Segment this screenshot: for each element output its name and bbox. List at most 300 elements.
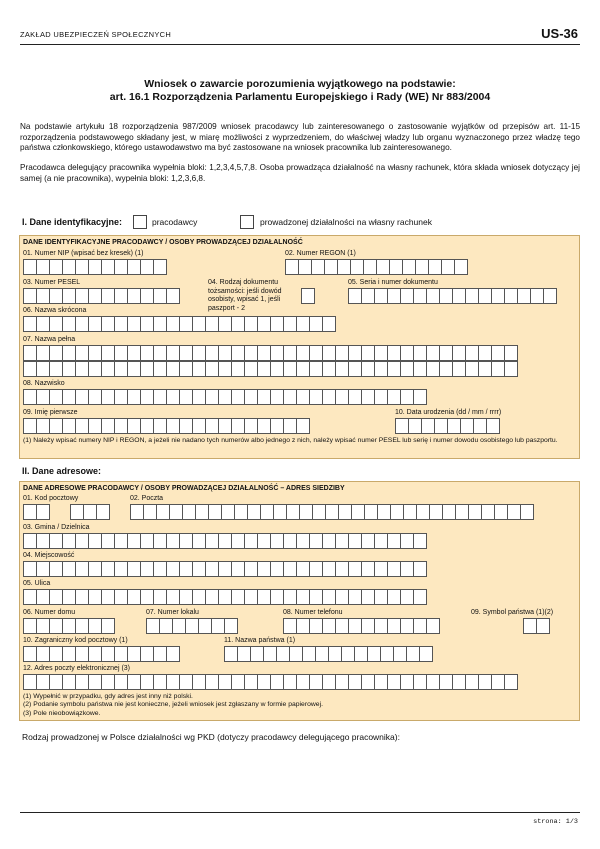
char-cell[interactable]	[127, 533, 141, 549]
char-cell[interactable]	[114, 646, 128, 662]
char-cell[interactable]	[75, 674, 89, 690]
char-cell[interactable]	[62, 589, 76, 605]
char-cell[interactable]	[231, 674, 245, 690]
char-cell[interactable]	[504, 345, 518, 361]
char-cell[interactable]	[434, 418, 448, 434]
char-cell[interactable]	[447, 418, 461, 434]
char-cell[interactable]	[140, 418, 154, 434]
char-cell[interactable]	[62, 361, 76, 377]
char-cell[interactable]	[478, 288, 492, 304]
char-cell[interactable]	[491, 674, 505, 690]
char-cell[interactable]	[361, 533, 375, 549]
char-cell[interactable]	[114, 418, 128, 434]
email-input[interactable]	[23, 674, 517, 690]
char-cell[interactable]	[36, 533, 50, 549]
char-cell[interactable]	[153, 316, 167, 332]
country-symbol-input[interactable]	[523, 618, 549, 634]
char-cell[interactable]	[205, 389, 219, 405]
char-cell[interactable]	[23, 316, 37, 332]
char-cell[interactable]	[270, 361, 284, 377]
char-cell[interactable]	[36, 288, 50, 304]
char-cell[interactable]	[523, 618, 537, 634]
short-name-input[interactable]	[23, 316, 335, 332]
char-cell[interactable]	[166, 345, 180, 361]
char-cell[interactable]	[517, 288, 531, 304]
char-cell[interactable]	[283, 533, 297, 549]
char-cell[interactable]	[127, 589, 141, 605]
char-cell[interactable]	[361, 389, 375, 405]
char-cell[interactable]	[439, 345, 453, 361]
char-cell[interactable]	[244, 561, 258, 577]
char-cell[interactable]	[166, 316, 180, 332]
char-cell[interactable]	[315, 646, 329, 662]
char-cell[interactable]	[400, 345, 414, 361]
char-cell[interactable]	[507, 504, 521, 520]
char-cell[interactable]	[283, 418, 297, 434]
char-cell[interactable]	[75, 259, 89, 275]
char-cell[interactable]	[486, 418, 500, 434]
char-cell[interactable]	[283, 316, 297, 332]
char-cell[interactable]	[491, 345, 505, 361]
char-cell[interactable]	[179, 674, 193, 690]
char-cell[interactable]	[348, 389, 362, 405]
char-cell[interactable]	[322, 361, 336, 377]
char-cell[interactable]	[88, 618, 102, 634]
char-cell[interactable]	[62, 561, 76, 577]
char-cell[interactable]	[166, 288, 180, 304]
char-cell[interactable]	[23, 259, 37, 275]
char-cell[interactable]	[49, 259, 63, 275]
char-cell[interactable]	[140, 361, 154, 377]
char-cell[interactable]	[127, 288, 141, 304]
char-cell[interactable]	[374, 589, 388, 605]
char-cell[interactable]	[322, 589, 336, 605]
char-cell[interactable]	[273, 504, 287, 520]
char-cell[interactable]	[465, 674, 479, 690]
char-cell[interactable]	[140, 589, 154, 605]
char-cell[interactable]	[153, 589, 167, 605]
char-cell[interactable]	[88, 674, 102, 690]
char-cell[interactable]	[465, 345, 479, 361]
char-cell[interactable]	[62, 389, 76, 405]
char-cell[interactable]	[49, 345, 63, 361]
char-cell[interactable]	[114, 361, 128, 377]
char-cell[interactable]	[88, 561, 102, 577]
char-cell[interactable]	[140, 389, 154, 405]
char-cell[interactable]	[114, 345, 128, 361]
char-cell[interactable]	[179, 361, 193, 377]
char-cell[interactable]	[231, 345, 245, 361]
char-cell[interactable]	[324, 259, 338, 275]
char-cell[interactable]	[156, 504, 170, 520]
char-cell[interactable]	[218, 345, 232, 361]
char-cell[interactable]	[296, 533, 310, 549]
char-cell[interactable]	[400, 674, 414, 690]
city-input[interactable]	[23, 561, 426, 577]
char-cell[interactable]	[429, 504, 443, 520]
char-cell[interactable]	[218, 533, 232, 549]
char-cell[interactable]	[75, 533, 89, 549]
char-cell[interactable]	[244, 674, 258, 690]
char-cell[interactable]	[179, 389, 193, 405]
char-cell[interactable]	[283, 674, 297, 690]
char-cell[interactable]	[387, 288, 401, 304]
char-cell[interactable]	[231, 316, 245, 332]
char-cell[interactable]	[395, 418, 409, 434]
char-cell[interactable]	[400, 618, 414, 634]
char-cell[interactable]	[337, 259, 351, 275]
char-cell[interactable]	[23, 674, 37, 690]
char-cell[interactable]	[348, 589, 362, 605]
char-cell[interactable]	[283, 389, 297, 405]
char-cell[interactable]	[23, 646, 37, 662]
char-cell[interactable]	[205, 561, 219, 577]
char-cell[interactable]	[413, 389, 427, 405]
char-cell[interactable]	[218, 389, 232, 405]
char-cell[interactable]	[198, 618, 212, 634]
char-cell[interactable]	[218, 561, 232, 577]
char-cell[interactable]	[36, 674, 50, 690]
char-cell[interactable]	[351, 504, 365, 520]
char-cell[interactable]	[143, 504, 157, 520]
char-cell[interactable]	[311, 259, 325, 275]
char-cell[interactable]	[36, 389, 50, 405]
char-cell[interactable]	[400, 389, 414, 405]
char-cell[interactable]	[237, 646, 251, 662]
char-cell[interactable]	[101, 259, 115, 275]
char-cell[interactable]	[49, 646, 63, 662]
char-cell[interactable]	[192, 345, 206, 361]
char-cell[interactable]	[205, 361, 219, 377]
char-cell[interactable]	[257, 674, 271, 690]
char-cell[interactable]	[296, 618, 310, 634]
char-cell[interactable]	[439, 674, 453, 690]
self-employed-checkbox[interactable]	[240, 215, 254, 229]
char-cell[interactable]	[413, 345, 427, 361]
char-cell[interactable]	[169, 504, 183, 520]
char-cell[interactable]	[36, 646, 50, 662]
char-cell[interactable]	[172, 618, 186, 634]
char-cell[interactable]	[286, 504, 300, 520]
char-cell[interactable]	[408, 418, 422, 434]
char-cell[interactable]	[36, 504, 50, 520]
char-cell[interactable]	[36, 259, 50, 275]
char-cell[interactable]	[322, 316, 336, 332]
char-cell[interactable]	[348, 618, 362, 634]
char-cell[interactable]	[406, 646, 420, 662]
char-cell[interactable]	[257, 533, 271, 549]
char-cell[interactable]	[192, 533, 206, 549]
char-cell[interactable]	[428, 259, 442, 275]
char-cell[interactable]	[413, 361, 427, 377]
char-cell[interactable]	[387, 589, 401, 605]
char-cell[interactable]	[101, 288, 115, 304]
char-cell[interactable]	[387, 361, 401, 377]
char-cell[interactable]	[348, 674, 362, 690]
char-cell[interactable]	[374, 345, 388, 361]
char-cell[interactable]	[23, 533, 37, 549]
char-cell[interactable]	[374, 361, 388, 377]
char-cell[interactable]	[400, 288, 414, 304]
char-cell[interactable]	[426, 618, 440, 634]
char-cell[interactable]	[114, 259, 128, 275]
char-cell[interactable]	[244, 316, 258, 332]
char-cell[interactable]	[101, 361, 115, 377]
char-cell[interactable]	[127, 259, 141, 275]
char-cell[interactable]	[322, 674, 336, 690]
char-cell[interactable]	[140, 646, 154, 662]
char-cell[interactable]	[75, 418, 89, 434]
char-cell[interactable]	[341, 646, 355, 662]
char-cell[interactable]	[325, 504, 339, 520]
char-cell[interactable]	[153, 259, 167, 275]
char-cell[interactable]	[153, 345, 167, 361]
char-cell[interactable]	[299, 504, 313, 520]
char-cell[interactable]	[270, 589, 284, 605]
char-cell[interactable]	[413, 288, 427, 304]
char-cell[interactable]	[205, 345, 219, 361]
char-cell[interactable]	[231, 361, 245, 377]
char-cell[interactable]	[270, 316, 284, 332]
char-cell[interactable]	[374, 533, 388, 549]
char-cell[interactable]	[127, 389, 141, 405]
char-cell[interactable]	[478, 345, 492, 361]
char-cell[interactable]	[387, 345, 401, 361]
char-cell[interactable]	[416, 504, 430, 520]
char-cell[interactable]	[49, 674, 63, 690]
char-cell[interactable]	[363, 259, 377, 275]
char-cell[interactable]	[296, 389, 310, 405]
char-cell[interactable]	[257, 316, 271, 332]
char-cell[interactable]	[296, 418, 310, 434]
char-cell[interactable]	[413, 618, 427, 634]
char-cell[interactable]	[244, 418, 258, 434]
char-cell[interactable]	[127, 345, 141, 361]
char-cell[interactable]	[285, 259, 299, 275]
char-cell[interactable]	[62, 674, 76, 690]
char-cell[interactable]	[127, 561, 141, 577]
regon-input[interactable]	[285, 259, 467, 275]
char-cell[interactable]	[96, 504, 110, 520]
char-cell[interactable]	[389, 259, 403, 275]
first-name-input[interactable]	[23, 418, 309, 434]
char-cell[interactable]	[309, 316, 323, 332]
char-cell[interactable]	[192, 389, 206, 405]
char-cell[interactable]	[195, 504, 209, 520]
char-cell[interactable]	[263, 646, 277, 662]
char-cell[interactable]	[88, 589, 102, 605]
char-cell[interactable]	[536, 618, 550, 634]
char-cell[interactable]	[413, 561, 427, 577]
char-cell[interactable]	[75, 646, 89, 662]
char-cell[interactable]	[376, 259, 390, 275]
char-cell[interactable]	[218, 674, 232, 690]
char-cell[interactable]	[276, 646, 290, 662]
char-cell[interactable]	[205, 533, 219, 549]
char-cell[interactable]	[23, 589, 37, 605]
char-cell[interactable]	[367, 646, 381, 662]
char-cell[interactable]	[270, 561, 284, 577]
char-cell[interactable]	[361, 345, 375, 361]
char-cell[interactable]	[312, 504, 326, 520]
char-cell[interactable]	[270, 418, 284, 434]
char-cell[interactable]	[413, 589, 427, 605]
surname-input[interactable]	[23, 389, 426, 405]
char-cell[interactable]	[387, 674, 401, 690]
char-cell[interactable]	[543, 288, 557, 304]
char-cell[interactable]	[23, 345, 37, 361]
char-cell[interactable]	[166, 589, 180, 605]
char-cell[interactable]	[426, 361, 440, 377]
char-cell[interactable]	[114, 316, 128, 332]
char-cell[interactable]	[335, 389, 349, 405]
char-cell[interactable]	[88, 533, 102, 549]
char-cell[interactable]	[23, 561, 37, 577]
char-cell[interactable]	[335, 561, 349, 577]
char-cell[interactable]	[49, 288, 63, 304]
char-cell[interactable]	[478, 674, 492, 690]
char-cell[interactable]	[114, 389, 128, 405]
char-cell[interactable]	[441, 259, 455, 275]
char-cell[interactable]	[335, 361, 349, 377]
char-cell[interactable]	[205, 674, 219, 690]
char-cell[interactable]	[101, 316, 115, 332]
char-cell[interactable]	[270, 345, 284, 361]
phone-input[interactable]	[283, 618, 439, 634]
char-cell[interactable]	[257, 345, 271, 361]
char-cell[interactable]	[348, 361, 362, 377]
char-cell[interactable]	[257, 418, 271, 434]
char-cell[interactable]	[179, 533, 193, 549]
country-name-input[interactable]	[224, 646, 432, 662]
char-cell[interactable]	[244, 589, 258, 605]
char-cell[interactable]	[166, 418, 180, 434]
char-cell[interactable]	[322, 389, 336, 405]
char-cell[interactable]	[75, 589, 89, 605]
postal-code-input-b[interactable]	[70, 504, 109, 520]
char-cell[interactable]	[244, 389, 258, 405]
char-cell[interactable]	[361, 288, 375, 304]
char-cell[interactable]	[23, 389, 37, 405]
char-cell[interactable]	[88, 418, 102, 434]
char-cell[interactable]	[62, 259, 76, 275]
char-cell[interactable]	[153, 389, 167, 405]
char-cell[interactable]	[114, 288, 128, 304]
char-cell[interactable]	[62, 618, 76, 634]
char-cell[interactable]	[335, 589, 349, 605]
char-cell[interactable]	[49, 316, 63, 332]
char-cell[interactable]	[244, 361, 258, 377]
char-cell[interactable]	[374, 288, 388, 304]
char-cell[interactable]	[231, 389, 245, 405]
char-cell[interactable]	[400, 361, 414, 377]
char-cell[interactable]	[62, 646, 76, 662]
char-cell[interactable]	[283, 345, 297, 361]
char-cell[interactable]	[182, 504, 196, 520]
char-cell[interactable]	[23, 288, 37, 304]
char-cell[interactable]	[192, 361, 206, 377]
char-cell[interactable]	[309, 389, 323, 405]
char-cell[interactable]	[257, 389, 271, 405]
street-input[interactable]	[23, 589, 426, 605]
char-cell[interactable]	[335, 618, 349, 634]
char-cell[interactable]	[260, 504, 274, 520]
char-cell[interactable]	[452, 674, 466, 690]
commune-input[interactable]	[23, 533, 426, 549]
char-cell[interactable]	[75, 345, 89, 361]
char-cell[interactable]	[153, 533, 167, 549]
char-cell[interactable]	[205, 589, 219, 605]
char-cell[interactable]	[23, 361, 37, 377]
char-cell[interactable]	[218, 316, 232, 332]
char-cell[interactable]	[244, 533, 258, 549]
char-cell[interactable]	[298, 259, 312, 275]
char-cell[interactable]	[504, 288, 518, 304]
char-cell[interactable]	[403, 504, 417, 520]
char-cell[interactable]	[481, 504, 495, 520]
char-cell[interactable]	[400, 533, 414, 549]
char-cell[interactable]	[49, 618, 63, 634]
char-cell[interactable]	[101, 389, 115, 405]
char-cell[interactable]	[88, 259, 102, 275]
char-cell[interactable]	[426, 674, 440, 690]
char-cell[interactable]	[283, 361, 297, 377]
char-cell[interactable]	[364, 504, 378, 520]
char-cell[interactable]	[491, 288, 505, 304]
char-cell[interactable]	[335, 345, 349, 361]
char-cell[interactable]	[205, 316, 219, 332]
char-cell[interactable]	[62, 316, 76, 332]
char-cell[interactable]	[101, 418, 115, 434]
char-cell[interactable]	[101, 589, 115, 605]
char-cell[interactable]	[426, 345, 440, 361]
char-cell[interactable]	[221, 504, 235, 520]
char-cell[interactable]	[413, 674, 427, 690]
apartment-number-input[interactable]	[146, 618, 237, 634]
char-cell[interactable]	[402, 259, 416, 275]
char-cell[interactable]	[153, 288, 167, 304]
char-cell[interactable]	[49, 418, 63, 434]
char-cell[interactable]	[75, 561, 89, 577]
char-cell[interactable]	[257, 589, 271, 605]
char-cell[interactable]	[270, 533, 284, 549]
char-cell[interactable]	[309, 561, 323, 577]
char-cell[interactable]	[179, 345, 193, 361]
char-cell[interactable]	[23, 504, 37, 520]
char-cell[interactable]	[192, 674, 206, 690]
char-cell[interactable]	[49, 589, 63, 605]
char-cell[interactable]	[460, 418, 474, 434]
char-cell[interactable]	[244, 345, 258, 361]
char-cell[interactable]	[179, 589, 193, 605]
char-cell[interactable]	[140, 288, 154, 304]
post-office-input[interactable]	[130, 504, 533, 520]
char-cell[interactable]	[36, 418, 50, 434]
char-cell[interactable]	[224, 618, 238, 634]
char-cell[interactable]	[218, 418, 232, 434]
char-cell[interactable]	[185, 618, 199, 634]
char-cell[interactable]	[494, 504, 508, 520]
char-cell[interactable]	[296, 316, 310, 332]
char-cell[interactable]	[127, 674, 141, 690]
char-cell[interactable]	[49, 389, 63, 405]
char-cell[interactable]	[520, 504, 534, 520]
char-cell[interactable]	[114, 589, 128, 605]
char-cell[interactable]	[36, 361, 50, 377]
document-number-input[interactable]	[348, 288, 556, 304]
char-cell[interactable]	[335, 674, 349, 690]
char-cell[interactable]	[159, 618, 173, 634]
